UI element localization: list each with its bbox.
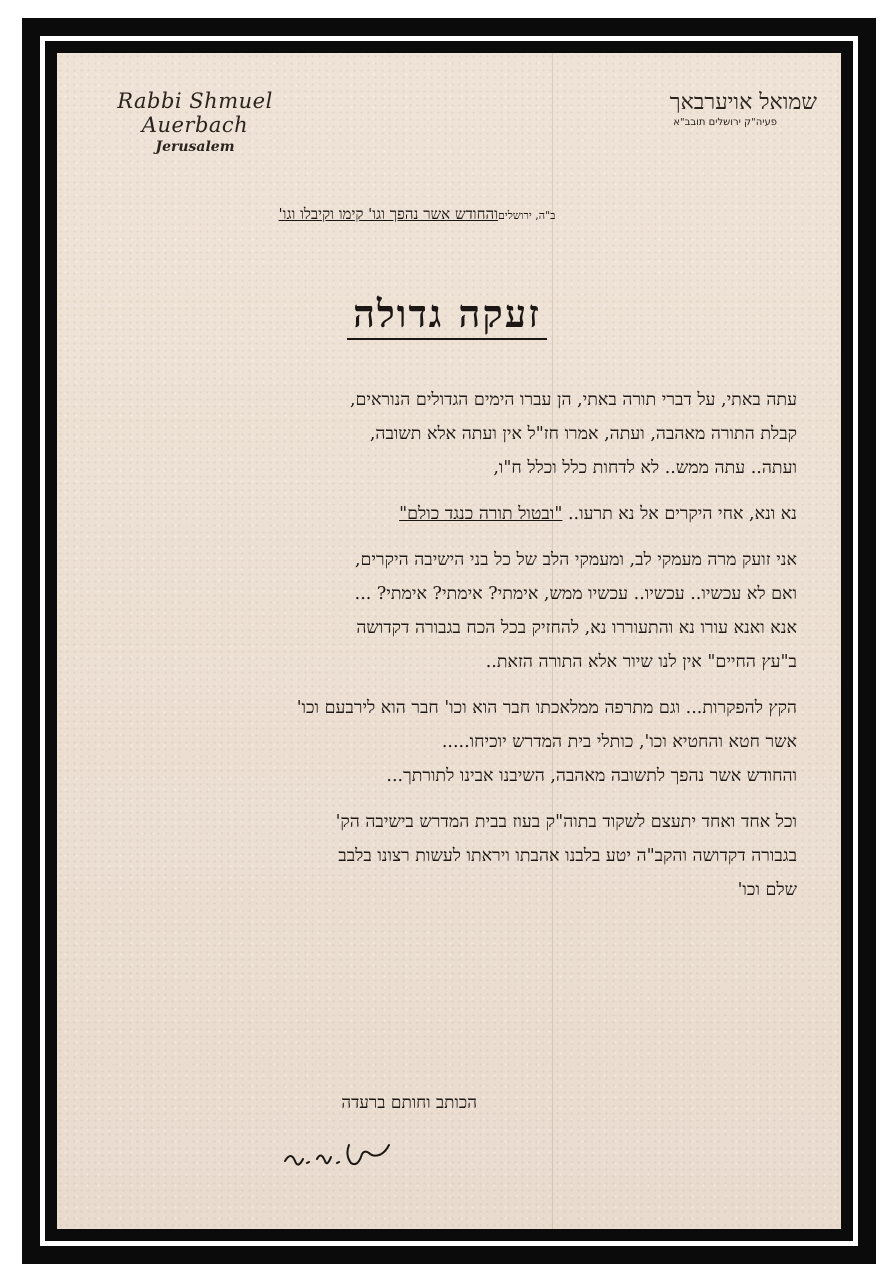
body-line: קבלת התורה מאהבה, ועתה, אמרו חז"ל אין ועתה אלא תשובה, [369,424,797,444]
body-line: ב"עץ החיים" אין לנו שיור אלא התורה הזאת.. [485,652,797,672]
letterhead-hebrew [597,89,817,128]
body-line: אני זועק מרה מעמקי לב, ומעמקי הלב של כל בני הישיבה היקרים, [354,550,797,570]
paragraph-4 [137,691,797,793]
body-line: והחודש אשר נהפך לתשובה מאהבה, השיבנו אבינו לתורתך... [386,766,797,786]
letter-title-text: זעקה גדולה [347,291,547,340]
body-line: בגבורה דקדושה והקב"ה יטע בלבנו אהבתו ויראתו לעשות רצונו בלבב [338,846,797,866]
letter-title [297,291,597,337]
letter-paper [57,53,841,1229]
body-line: אשר חטא והחטיא וכו', כותלי בית המדרש יוכיחו..... [441,732,797,752]
letterhead-english-name: Rabbi Shmuel Auerbach [117,89,273,137]
handwritten-signature [277,1133,427,1183]
body-line [137,497,797,531]
body-line: ואם לא עכשיו.. עכשיו.. עכשיו ממש, אימתי? אימתי? אימתי? ... [354,584,797,604]
letterhead-hebrew-location: פעיה"ק ירושלים תובב"א [673,117,777,128]
body-line: הקץ להפקרות... וגם מתרפה ממלאכתו חבר הוא וכו' חבר הוא לירבעם וכו' [296,698,797,718]
dateline [197,205,637,224]
closing-line: הכותב וחותם ברעדה [341,1093,477,1113]
body-line: אנא ואנא עורו נא והתעוררו נא, להחזיק בכל הכח בגבורה דקדושה [356,618,797,638]
body-line: ועתה.. עתה ממש.. לא לדחות כלל וכלל ח"ו, [493,458,797,478]
body-line: שלם וכו' [737,880,797,900]
paragraph-5 [137,805,797,907]
letterhead-english [75,89,315,155]
body-line-lead: נא ונא, אחי היקרים אל נא תרעו.. [562,504,797,524]
letterhead-english-city: Jerusalem [155,139,235,155]
dateline-place: ב"ה, ירושלים [497,209,556,222]
underlined-quote: "ובטול תורה כנגד כולם" [399,504,563,524]
paragraph-2 [137,497,797,531]
paragraph-3 [137,543,797,679]
body-line: וכל אחד ואחד יתעצם לשקוד בתוה"ק בעוז בבית המדרש בישיבה הק' [335,812,797,832]
paragraph-1 [137,383,797,485]
body-line: עתה באתי, על דברי תורה באתי, הן עברו הימים הגדולים הנוראים, [349,390,797,410]
dateline-quote: והחודש אשר נהפך וגו' קימו וקיבלו וגו' [278,205,498,223]
letter-body [137,383,797,919]
letterhead-hebrew-name: שמואל אויערבאך [669,90,817,115]
